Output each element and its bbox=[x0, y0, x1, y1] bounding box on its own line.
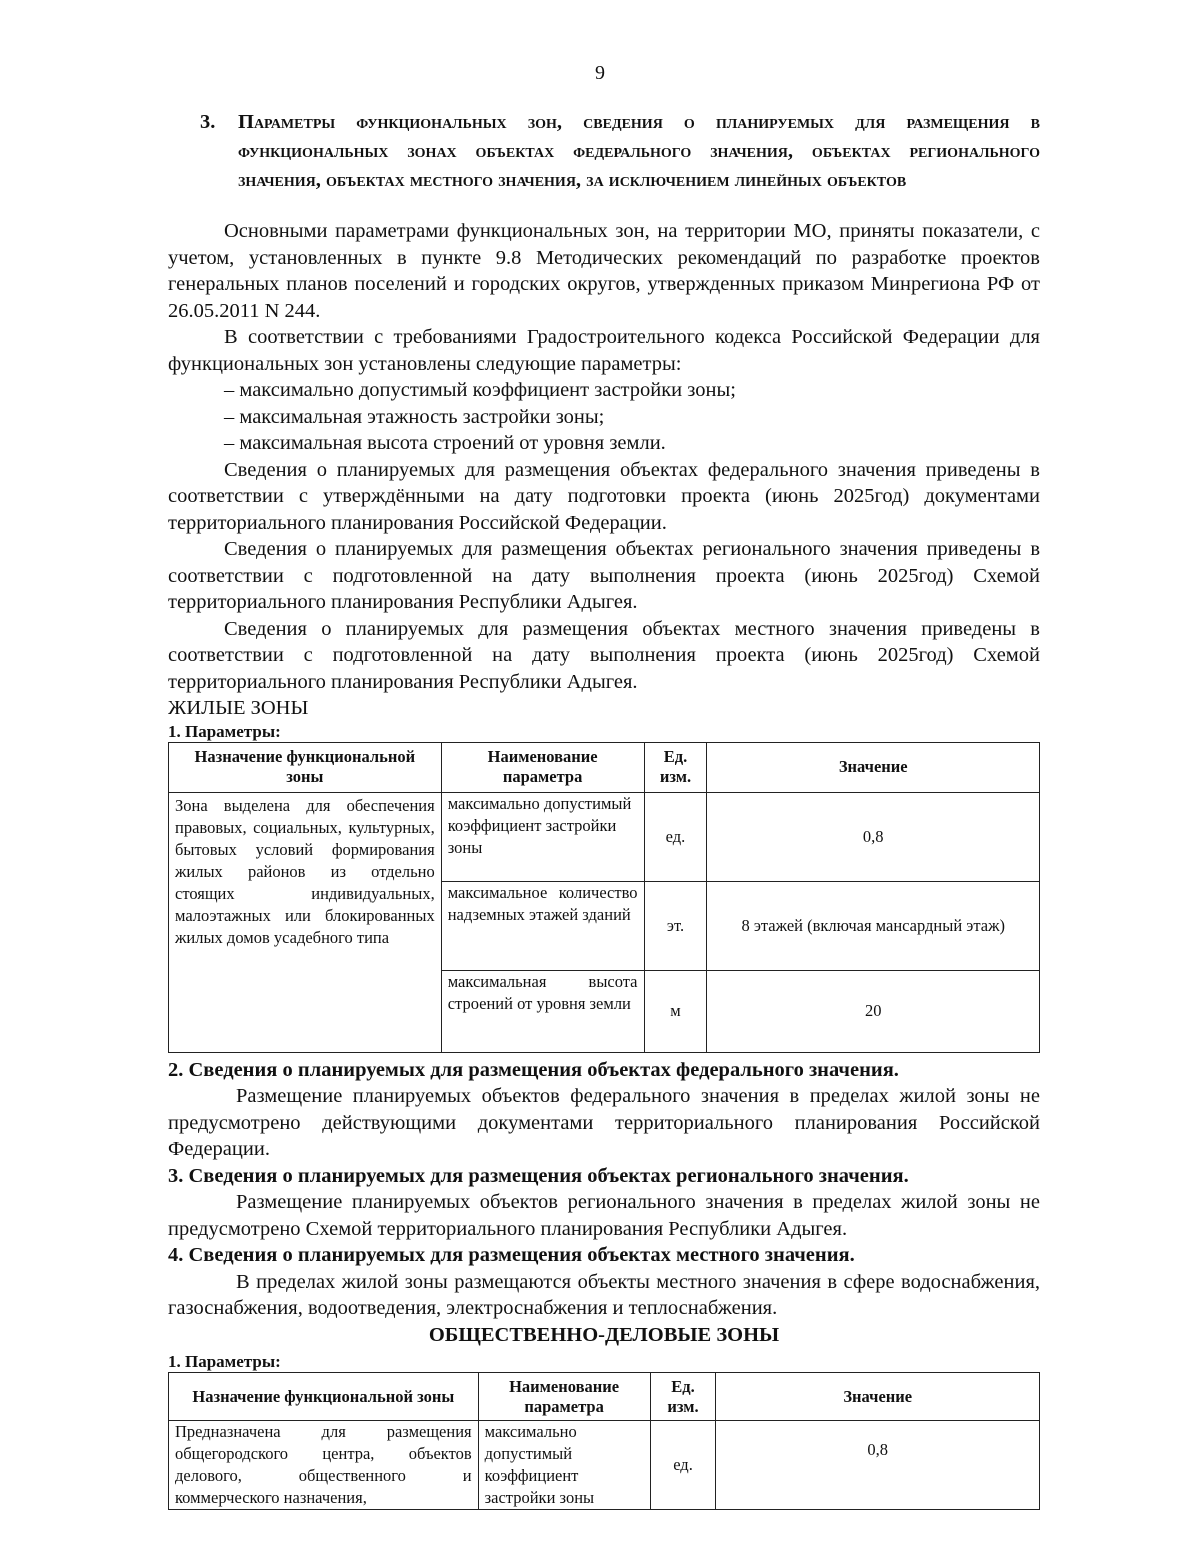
zone-purpose-cell bbox=[169, 792, 442, 1052]
parameter-cell: максимальная высота строений от уровня земли bbox=[441, 970, 644, 1052]
business-zones-title: ОБЩЕСТВЕННО-ДЕЛОВЫЕ ЗОНЫ bbox=[428, 1323, 780, 1346]
header-value: Значение bbox=[716, 1373, 1040, 1421]
table-header-row bbox=[169, 742, 1040, 792]
federal-objects-heading: 2. Сведения о планируемых для размещения объектах федерального значения. bbox=[168, 1058, 899, 1081]
intro-paragraph-4: Сведения о планируемых для размещения объектах регионального значения приведены в соответствии с подготовленной на дату выполнения проекта (июнь 2025год) Схемой территориального планирования Республики Адыгея. bbox=[168, 538, 1040, 613]
residential-params-label: 1. Параметры: bbox=[168, 721, 281, 741]
parameter-cell: максимально допустимый коэффициент застройки зоны bbox=[478, 1421, 650, 1510]
unit-cell: эт. bbox=[644, 881, 707, 970]
value-cell: 0,8 bbox=[707, 792, 1040, 881]
regional-objects-heading: 3. Сведения о планируемых для размещения объектах регионального значения. bbox=[168, 1164, 909, 1187]
zone-purpose-cell: Предназначена для размещения общегородского центра, объектов делового, общественного и коммерческого назначения, bbox=[169, 1421, 479, 1510]
header-zone-purpose: Назначение функциональной зоны bbox=[169, 1373, 479, 1421]
intro-paragraph-5: Сведения о планируемых для размещения объектах местного значения приведены в соответствии с подготовленной на дату выполнения проекта (июнь 2025год) Схемой территориального планирования Республики Адыгея. bbox=[168, 617, 1040, 693]
parameter-cell: максимальное количество надземных этажей зданий bbox=[441, 881, 644, 970]
header-parameter: Наименование параметра bbox=[478, 1373, 650, 1421]
business-params-label: 1. Параметры: bbox=[168, 1352, 281, 1371]
value-cell: 8 этажей (включая мансардный этаж) bbox=[707, 881, 1040, 970]
federal-objects-text: Размещение планируемых объектов федерального значения в пределах жилой зоны не предусмотрено действующими документами территориального планирования Российской Федерации. bbox=[168, 1085, 1040, 1160]
value-cell: 0,8 bbox=[716, 1421, 1040, 1510]
header-unit: Ед. изм. bbox=[644, 742, 707, 792]
section-heading bbox=[200, 108, 1040, 195]
section-title: Параметры функциональных зон, сведения о планируемых для размещения в функциональных зонах объектах федерального значения, объектах регионального значения, объектах местного значения, за исключением линейных объектов bbox=[238, 111, 1040, 191]
value-cell: 20 bbox=[707, 970, 1040, 1052]
header-unit: Ед. изм. bbox=[650, 1373, 716, 1421]
header-zone-purpose: Назначение функциональной зоны bbox=[169, 742, 442, 792]
unit-cell: м bbox=[644, 970, 707, 1052]
residential-zones-title: ЖИЛЫЕ ЗОНЫ bbox=[168, 697, 309, 719]
table-row bbox=[169, 792, 1040, 881]
table-row bbox=[169, 1421, 1040, 1510]
section-number: 3. bbox=[200, 111, 216, 133]
parameter-bullet: – максимально допустимый коэффициент застройки зоны; bbox=[224, 379, 736, 401]
business-params-table bbox=[168, 1372, 1040, 1510]
regional-objects-text: Размещение планируемых объектов регионального значения в пределах жилой зоны не предусмотрено Схемой территориального планирования Республики Адыгея. bbox=[168, 1191, 1040, 1240]
intro-paragraph-2: В соответствии с требованиями Градостроительного кодекса Российской Федерации для функциональных зон установлены следующие параметры: bbox=[168, 326, 1040, 375]
parameter-bullet: – максимальная высота строений от уровня земли. bbox=[224, 432, 666, 454]
local-objects-heading: 4. Сведения о планируемых для размещения объектах местного значения. bbox=[168, 1244, 855, 1266]
header-value: Значение bbox=[707, 742, 1040, 792]
table-header-row bbox=[169, 1373, 1040, 1421]
intro-paragraph-3: Сведения о планируемых для размещения объектах федерального значения приведены в соответствии с утверждёнными на дату подготовки проекта (июнь 2025год) документами территориального планирования Российской Федерации. bbox=[168, 458, 1040, 534]
page-number: 9 bbox=[595, 62, 605, 84]
parameter-bullet: – максимальная этажность застройки зоны; bbox=[224, 405, 605, 428]
unit-cell: ед. bbox=[644, 792, 707, 881]
intro-paragraph-1: Основными параметрами функциональных зон, на территории МО, приняты показатели, с учетом, установленных в пункте 9.8 Методических рекомендаций по разработке проектов генеральных планов поселений и городских округов, утвержденных приказом Минрегиона РФ от 26.05.2011 N 244. bbox=[168, 220, 1040, 322]
document-body bbox=[168, 218, 1040, 1510]
parameter-cell: максимально допустимый коэффициент застройки зоны bbox=[441, 792, 644, 881]
local-objects-text: В пределах жилой зоны размещаются объекты местного значения в сфере водоснабжения, газоснабжения, водоотведения, электроснабжения и теплоснабжения. bbox=[168, 1270, 1040, 1319]
unit-cell: ед. bbox=[650, 1421, 716, 1510]
residential-params-table bbox=[168, 742, 1040, 1053]
header-parameter: Наименование параметра bbox=[441, 742, 644, 792]
zone-purpose-text: Зона выделена для обеспечения правовых, социальных, культурных, бытовых условий формирования жилых районов из отдельно стоящих индивидуальных, малоэтажных или блокированных жилых домов усадебного типа bbox=[175, 795, 435, 947]
